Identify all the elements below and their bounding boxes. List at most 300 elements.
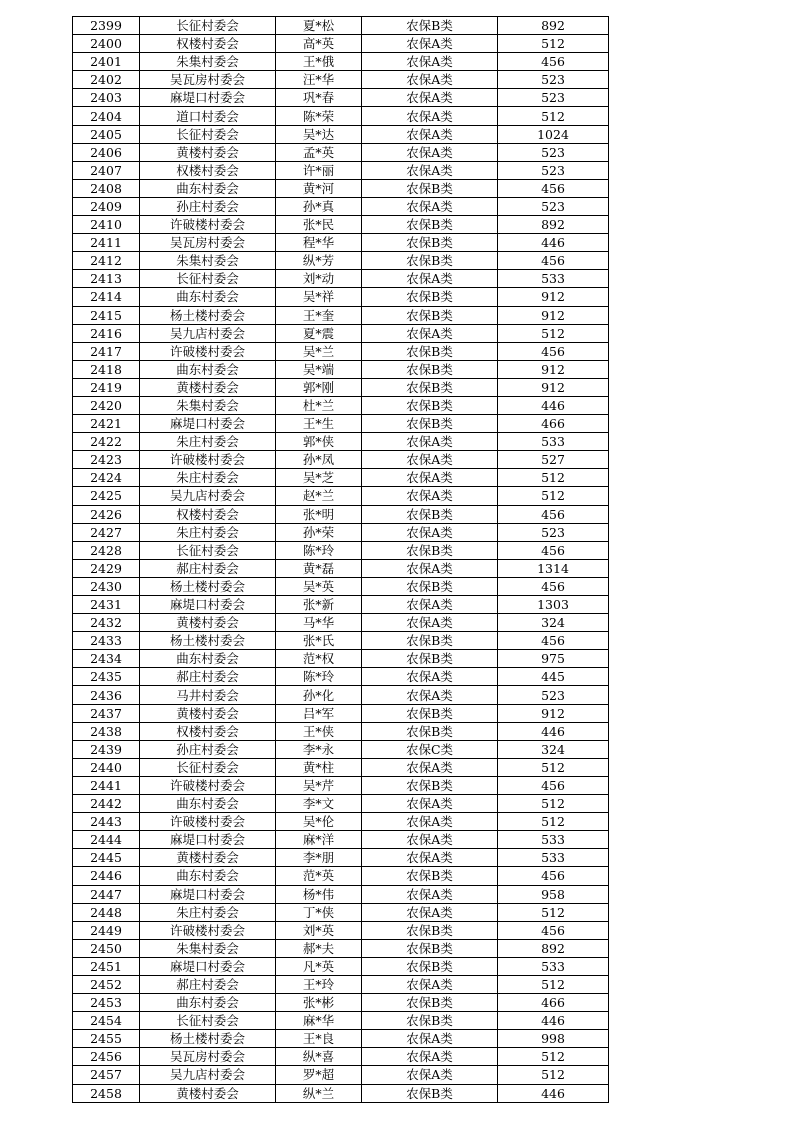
row-number-cell: 2418 [73, 360, 140, 378]
insurance-type-cell: 农保B类 [362, 288, 498, 306]
person-name-cell: 刘*动 [276, 270, 362, 288]
person-name-cell: 吴*芹 [276, 776, 362, 794]
person-name-cell: 吴*芝 [276, 469, 362, 487]
village-cell: 曲东村委会 [140, 867, 276, 885]
table-row [73, 216, 609, 234]
table-row [73, 288, 609, 306]
person-name-cell: 张*民 [276, 216, 362, 234]
table-row [73, 831, 609, 849]
person-name-cell: 吴*兰 [276, 342, 362, 360]
village-cell: 杨土楼村委会 [140, 306, 276, 324]
table-row [73, 107, 609, 125]
table-row [73, 523, 609, 541]
row-number-cell: 2412 [73, 252, 140, 270]
amount-cell: 1303 [498, 596, 609, 614]
table-row [73, 885, 609, 903]
person-name-cell: 李*朋 [276, 849, 362, 867]
amount-cell: 445 [498, 668, 609, 686]
village-cell: 吴瓦房村委会 [140, 234, 276, 252]
village-cell: 朱集村委会 [140, 252, 276, 270]
row-number-cell: 2436 [73, 686, 140, 704]
row-number-cell: 2400 [73, 35, 140, 53]
insurance-type-cell: 农保A类 [362, 813, 498, 831]
table-row [73, 469, 609, 487]
village-cell: 曲东村委会 [140, 288, 276, 306]
row-number-cell: 2427 [73, 523, 140, 541]
table-row [73, 396, 609, 414]
insurance-type-cell: 农保B类 [362, 234, 498, 252]
village-cell: 麻堤口村委会 [140, 957, 276, 975]
village-cell: 孙庄村委会 [140, 197, 276, 215]
insurance-type-cell: 农保A类 [362, 686, 498, 704]
data-table [72, 16, 609, 1103]
amount-cell: 912 [498, 704, 609, 722]
village-cell: 吴九店村委会 [140, 1066, 276, 1084]
village-cell: 许破楼村委会 [140, 342, 276, 360]
amount-cell: 512 [498, 324, 609, 342]
row-number-cell: 2401 [73, 53, 140, 71]
table-row [73, 632, 609, 650]
person-name-cell: 夏*震 [276, 324, 362, 342]
village-cell: 吴瓦房村委会 [140, 71, 276, 89]
village-cell: 杨土楼村委会 [140, 632, 276, 650]
table-row [73, 324, 609, 342]
row-number-cell: 2411 [73, 234, 140, 252]
village-cell: 长征村委会 [140, 541, 276, 559]
amount-cell: 456 [498, 577, 609, 595]
amount-cell: 912 [498, 378, 609, 396]
insurance-type-cell: 农保B类 [362, 1012, 498, 1030]
amount-cell: 456 [498, 867, 609, 885]
table-row [73, 849, 609, 867]
row-number-cell: 2448 [73, 903, 140, 921]
table-row [73, 541, 609, 559]
person-name-cell: 刘*英 [276, 921, 362, 939]
person-name-cell: 黄*柱 [276, 758, 362, 776]
amount-cell: 512 [498, 487, 609, 505]
person-name-cell: 杜*兰 [276, 396, 362, 414]
insurance-type-cell: 农保B类 [362, 378, 498, 396]
insurance-type-cell: 农保A类 [362, 35, 498, 53]
insurance-type-cell: 农保A类 [362, 596, 498, 614]
amount-cell: 512 [498, 795, 609, 813]
village-cell: 权楼村委会 [140, 722, 276, 740]
person-name-cell: 范*权 [276, 650, 362, 668]
insurance-type-cell: 农保A类 [362, 668, 498, 686]
amount-cell: 912 [498, 306, 609, 324]
insurance-type-cell: 农保B类 [362, 396, 498, 414]
person-name-cell: 孙*荣 [276, 523, 362, 541]
amount-cell: 466 [498, 994, 609, 1012]
row-number-cell: 2413 [73, 270, 140, 288]
insurance-type-cell: 农保B类 [362, 867, 498, 885]
table-row [73, 197, 609, 215]
row-number-cell: 2446 [73, 867, 140, 885]
amount-cell: 523 [498, 89, 609, 107]
village-cell: 曲东村委会 [140, 360, 276, 378]
village-cell: 黄楼村委会 [140, 378, 276, 396]
village-cell: 许破楼村委会 [140, 921, 276, 939]
amount-cell: 998 [498, 1030, 609, 1048]
row-number-cell: 2444 [73, 831, 140, 849]
village-cell: 朱庄村委会 [140, 469, 276, 487]
amount-cell: 533 [498, 270, 609, 288]
person-name-cell: 吴*祥 [276, 288, 362, 306]
insurance-type-cell: 农保A类 [362, 1030, 498, 1048]
table-row [73, 776, 609, 794]
amount-cell: 512 [498, 903, 609, 921]
person-name-cell: 罗*超 [276, 1066, 362, 1084]
village-cell: 许破楼村委会 [140, 216, 276, 234]
table-row [73, 378, 609, 396]
table-row [73, 342, 609, 360]
table-row [73, 614, 609, 632]
row-number-cell: 2429 [73, 559, 140, 577]
person-name-cell: 高*英 [276, 35, 362, 53]
row-number-cell: 2419 [73, 378, 140, 396]
insurance-type-cell: 农保A类 [362, 324, 498, 342]
person-name-cell: 黄*磊 [276, 559, 362, 577]
table-row [73, 903, 609, 921]
insurance-type-cell: 农保B类 [362, 957, 498, 975]
person-name-cell: 范*英 [276, 867, 362, 885]
person-name-cell: 麻*洋 [276, 831, 362, 849]
table-row [73, 650, 609, 668]
insurance-type-cell: 农保B类 [362, 216, 498, 234]
village-cell: 朱庄村委会 [140, 433, 276, 451]
table-row [73, 686, 609, 704]
table-row [73, 451, 609, 469]
amount-cell: 892 [498, 17, 609, 35]
amount-cell: 523 [498, 686, 609, 704]
amount-cell: 912 [498, 360, 609, 378]
insurance-type-cell: 农保B类 [362, 541, 498, 559]
row-number-cell: 2410 [73, 216, 140, 234]
row-number-cell: 2405 [73, 125, 140, 143]
village-cell: 曲东村委会 [140, 650, 276, 668]
village-cell: 权楼村委会 [140, 505, 276, 523]
row-number-cell: 2435 [73, 668, 140, 686]
person-name-cell: 孙*凤 [276, 451, 362, 469]
insurance-type-cell: 农保B类 [362, 722, 498, 740]
table-row [73, 975, 609, 993]
person-name-cell: 许*丽 [276, 161, 362, 179]
insurance-type-cell: 农保A类 [362, 433, 498, 451]
person-name-cell: 张*新 [276, 596, 362, 614]
insurance-type-cell: 农保B类 [362, 650, 498, 668]
row-number-cell: 2434 [73, 650, 140, 668]
village-cell: 许破楼村委会 [140, 813, 276, 831]
insurance-type-cell: 农保A类 [362, 125, 498, 143]
insurance-type-cell: 农保A类 [362, 559, 498, 577]
village-cell: 吴瓦房村委会 [140, 1048, 276, 1066]
village-cell: 郝庄村委会 [140, 668, 276, 686]
row-number-cell: 2450 [73, 939, 140, 957]
row-number-cell: 2440 [73, 758, 140, 776]
row-number-cell: 2422 [73, 433, 140, 451]
person-name-cell: 吕*军 [276, 704, 362, 722]
person-name-cell: 夏*松 [276, 17, 362, 35]
insurance-type-cell: 农保B类 [362, 306, 498, 324]
insurance-type-cell: 农保B类 [362, 17, 498, 35]
table-row [73, 234, 609, 252]
village-cell: 郝庄村委会 [140, 559, 276, 577]
village-cell: 黄楼村委会 [140, 614, 276, 632]
table-row [73, 89, 609, 107]
insurance-type-cell: 农保A类 [362, 903, 498, 921]
row-number-cell: 2438 [73, 722, 140, 740]
amount-cell: 512 [498, 758, 609, 776]
village-cell: 麻堤口村委会 [140, 885, 276, 903]
amount-cell: 527 [498, 451, 609, 469]
person-name-cell: 吴*达 [276, 125, 362, 143]
person-name-cell: 孟*英 [276, 143, 362, 161]
row-number-cell: 2455 [73, 1030, 140, 1048]
insurance-type-cell: 农保B类 [362, 704, 498, 722]
insurance-type-cell: 农保A类 [362, 143, 498, 161]
person-name-cell: 王*奎 [276, 306, 362, 324]
person-name-cell: 纵*兰 [276, 1084, 362, 1102]
table-row [73, 161, 609, 179]
insurance-type-cell: 农保A类 [362, 487, 498, 505]
insurance-type-cell: 农保B类 [362, 1084, 498, 1102]
insurance-type-cell: 农保A类 [362, 1048, 498, 1066]
person-name-cell: 陈*玲 [276, 668, 362, 686]
amount-cell: 456 [498, 632, 609, 650]
amount-cell: 958 [498, 885, 609, 903]
village-cell: 杨土楼村委会 [140, 577, 276, 595]
table-row [73, 795, 609, 813]
amount-cell: 456 [498, 342, 609, 360]
village-cell: 郝庄村委会 [140, 975, 276, 993]
row-number-cell: 2430 [73, 577, 140, 595]
table-row [73, 179, 609, 197]
insurance-type-cell: 农保A类 [362, 849, 498, 867]
person-name-cell: 王*侠 [276, 722, 362, 740]
row-number-cell: 2425 [73, 487, 140, 505]
village-cell: 麻堤口村委会 [140, 415, 276, 433]
row-number-cell: 2408 [73, 179, 140, 197]
insurance-type-cell: 农保A类 [362, 614, 498, 632]
row-number-cell: 2407 [73, 161, 140, 179]
amount-cell: 1314 [498, 559, 609, 577]
row-number-cell: 2456 [73, 1048, 140, 1066]
village-cell: 朱庄村委会 [140, 523, 276, 541]
table-row [73, 487, 609, 505]
amount-cell: 456 [498, 53, 609, 71]
person-name-cell: 李*永 [276, 740, 362, 758]
village-cell: 曲东村委会 [140, 795, 276, 813]
amount-cell: 512 [498, 975, 609, 993]
insurance-type-cell: 农保A类 [362, 107, 498, 125]
amount-cell: 523 [498, 143, 609, 161]
insurance-type-cell: 农保B类 [362, 577, 498, 595]
table-row [73, 939, 609, 957]
table-row [73, 577, 609, 595]
table-row [73, 415, 609, 433]
person-name-cell: 张*氏 [276, 632, 362, 650]
village-cell: 长征村委会 [140, 758, 276, 776]
person-name-cell: 孙*真 [276, 197, 362, 215]
village-cell: 麻堤口村委会 [140, 831, 276, 849]
village-cell: 权楼村委会 [140, 35, 276, 53]
village-cell: 长征村委会 [140, 125, 276, 143]
table-row [73, 1084, 609, 1102]
row-number-cell: 2420 [73, 396, 140, 414]
table-row [73, 53, 609, 71]
person-name-cell: 赵*兰 [276, 487, 362, 505]
insurance-type-cell: 农保A类 [362, 831, 498, 849]
person-name-cell: 麻*华 [276, 1012, 362, 1030]
village-cell: 长征村委会 [140, 1012, 276, 1030]
village-cell: 许破楼村委会 [140, 451, 276, 469]
row-number-cell: 2449 [73, 921, 140, 939]
table-row [73, 125, 609, 143]
amount-cell: 512 [498, 107, 609, 125]
row-number-cell: 2421 [73, 415, 140, 433]
person-name-cell: 郭*刚 [276, 378, 362, 396]
village-cell: 吴九店村委会 [140, 487, 276, 505]
table-row [73, 505, 609, 523]
person-name-cell: 吴*英 [276, 577, 362, 595]
amount-cell: 512 [498, 1066, 609, 1084]
village-cell: 黄楼村委会 [140, 849, 276, 867]
table-row [73, 704, 609, 722]
row-number-cell: 2439 [73, 740, 140, 758]
person-name-cell: 李*文 [276, 795, 362, 813]
amount-cell: 533 [498, 957, 609, 975]
amount-cell: 446 [498, 396, 609, 414]
person-name-cell: 孙*化 [276, 686, 362, 704]
amount-cell: 523 [498, 523, 609, 541]
person-name-cell: 马*华 [276, 614, 362, 632]
row-number-cell: 2452 [73, 975, 140, 993]
village-cell: 长征村委会 [140, 270, 276, 288]
row-number-cell: 2403 [73, 89, 140, 107]
amount-cell: 456 [498, 179, 609, 197]
table-row [73, 17, 609, 35]
amount-cell: 912 [498, 288, 609, 306]
amount-cell: 456 [498, 776, 609, 794]
row-number-cell: 2406 [73, 143, 140, 161]
person-name-cell: 杨*伟 [276, 885, 362, 903]
row-number-cell: 2458 [73, 1084, 140, 1102]
table-row [73, 270, 609, 288]
insurance-type-cell: 农保A类 [362, 197, 498, 215]
table-row [73, 867, 609, 885]
insurance-type-cell: 农保B类 [362, 632, 498, 650]
insurance-type-cell: 农保B类 [362, 360, 498, 378]
amount-cell: 523 [498, 161, 609, 179]
village-cell: 曲东村委会 [140, 994, 276, 1012]
insurance-type-cell: 农保B类 [362, 179, 498, 197]
table-row [73, 813, 609, 831]
village-cell: 马井村委会 [140, 686, 276, 704]
table-row [73, 722, 609, 740]
person-name-cell: 郝*夫 [276, 939, 362, 957]
village-cell: 麻堤口村委会 [140, 596, 276, 614]
row-number-cell: 2457 [73, 1066, 140, 1084]
village-cell: 道口村委会 [140, 107, 276, 125]
table-row [73, 1012, 609, 1030]
table-row [73, 994, 609, 1012]
person-name-cell: 郭*侠 [276, 433, 362, 451]
insurance-type-cell: 农保A类 [362, 885, 498, 903]
insurance-type-cell: 农保B类 [362, 342, 498, 360]
amount-cell: 533 [498, 831, 609, 849]
amount-cell: 446 [498, 722, 609, 740]
person-name-cell: 张*彬 [276, 994, 362, 1012]
village-cell: 黄楼村委会 [140, 143, 276, 161]
person-name-cell: 吴*端 [276, 360, 362, 378]
person-name-cell: 凡*英 [276, 957, 362, 975]
village-cell: 朱集村委会 [140, 939, 276, 957]
row-number-cell: 2399 [73, 17, 140, 35]
row-number-cell: 2415 [73, 306, 140, 324]
amount-cell: 456 [498, 505, 609, 523]
row-number-cell: 2409 [73, 197, 140, 215]
row-number-cell: 2423 [73, 451, 140, 469]
row-number-cell: 2414 [73, 288, 140, 306]
table-row [73, 252, 609, 270]
row-number-cell: 2416 [73, 324, 140, 342]
row-number-cell: 2454 [73, 1012, 140, 1030]
table-row [73, 35, 609, 53]
amount-cell: 456 [498, 541, 609, 559]
amount-cell: 512 [498, 1048, 609, 1066]
village-cell: 朱庄村委会 [140, 903, 276, 921]
insurance-type-cell: 农保B类 [362, 505, 498, 523]
table-row [73, 143, 609, 161]
table-row [73, 957, 609, 975]
row-number-cell: 2432 [73, 614, 140, 632]
amount-cell: 892 [498, 939, 609, 957]
village-cell: 权楼村委会 [140, 161, 276, 179]
amount-cell: 975 [498, 650, 609, 668]
amount-cell: 533 [498, 433, 609, 451]
amount-cell: 446 [498, 1084, 609, 1102]
insurance-type-cell: 农保A类 [362, 469, 498, 487]
village-cell: 许破楼村委会 [140, 776, 276, 794]
table-row [73, 740, 609, 758]
insurance-type-cell: 农保B类 [362, 994, 498, 1012]
row-number-cell: 2404 [73, 107, 140, 125]
village-cell: 麻堤口村委会 [140, 89, 276, 107]
village-cell: 黄楼村委会 [140, 704, 276, 722]
insurance-type-cell: 农保A类 [362, 89, 498, 107]
table-row [73, 559, 609, 577]
row-number-cell: 2445 [73, 849, 140, 867]
village-cell: 朱集村委会 [140, 53, 276, 71]
person-name-cell: 巩*春 [276, 89, 362, 107]
insurance-type-cell: 农保A类 [362, 161, 498, 179]
person-name-cell: 纵*芳 [276, 252, 362, 270]
amount-cell: 512 [498, 813, 609, 831]
person-name-cell: 王*良 [276, 1030, 362, 1048]
insurance-type-cell: 农保A类 [362, 270, 498, 288]
insurance-type-cell: 农保C类 [362, 740, 498, 758]
insurance-type-cell: 农保A类 [362, 53, 498, 71]
insurance-type-cell: 农保A类 [362, 795, 498, 813]
amount-cell: 512 [498, 35, 609, 53]
village-cell: 杨土楼村委会 [140, 1030, 276, 1048]
amount-cell: 446 [498, 234, 609, 252]
insurance-type-cell: 农保A类 [362, 1066, 498, 1084]
person-name-cell: 王*玲 [276, 975, 362, 993]
table-row [73, 758, 609, 776]
insurance-type-cell: 农保A类 [362, 523, 498, 541]
row-number-cell: 2443 [73, 813, 140, 831]
